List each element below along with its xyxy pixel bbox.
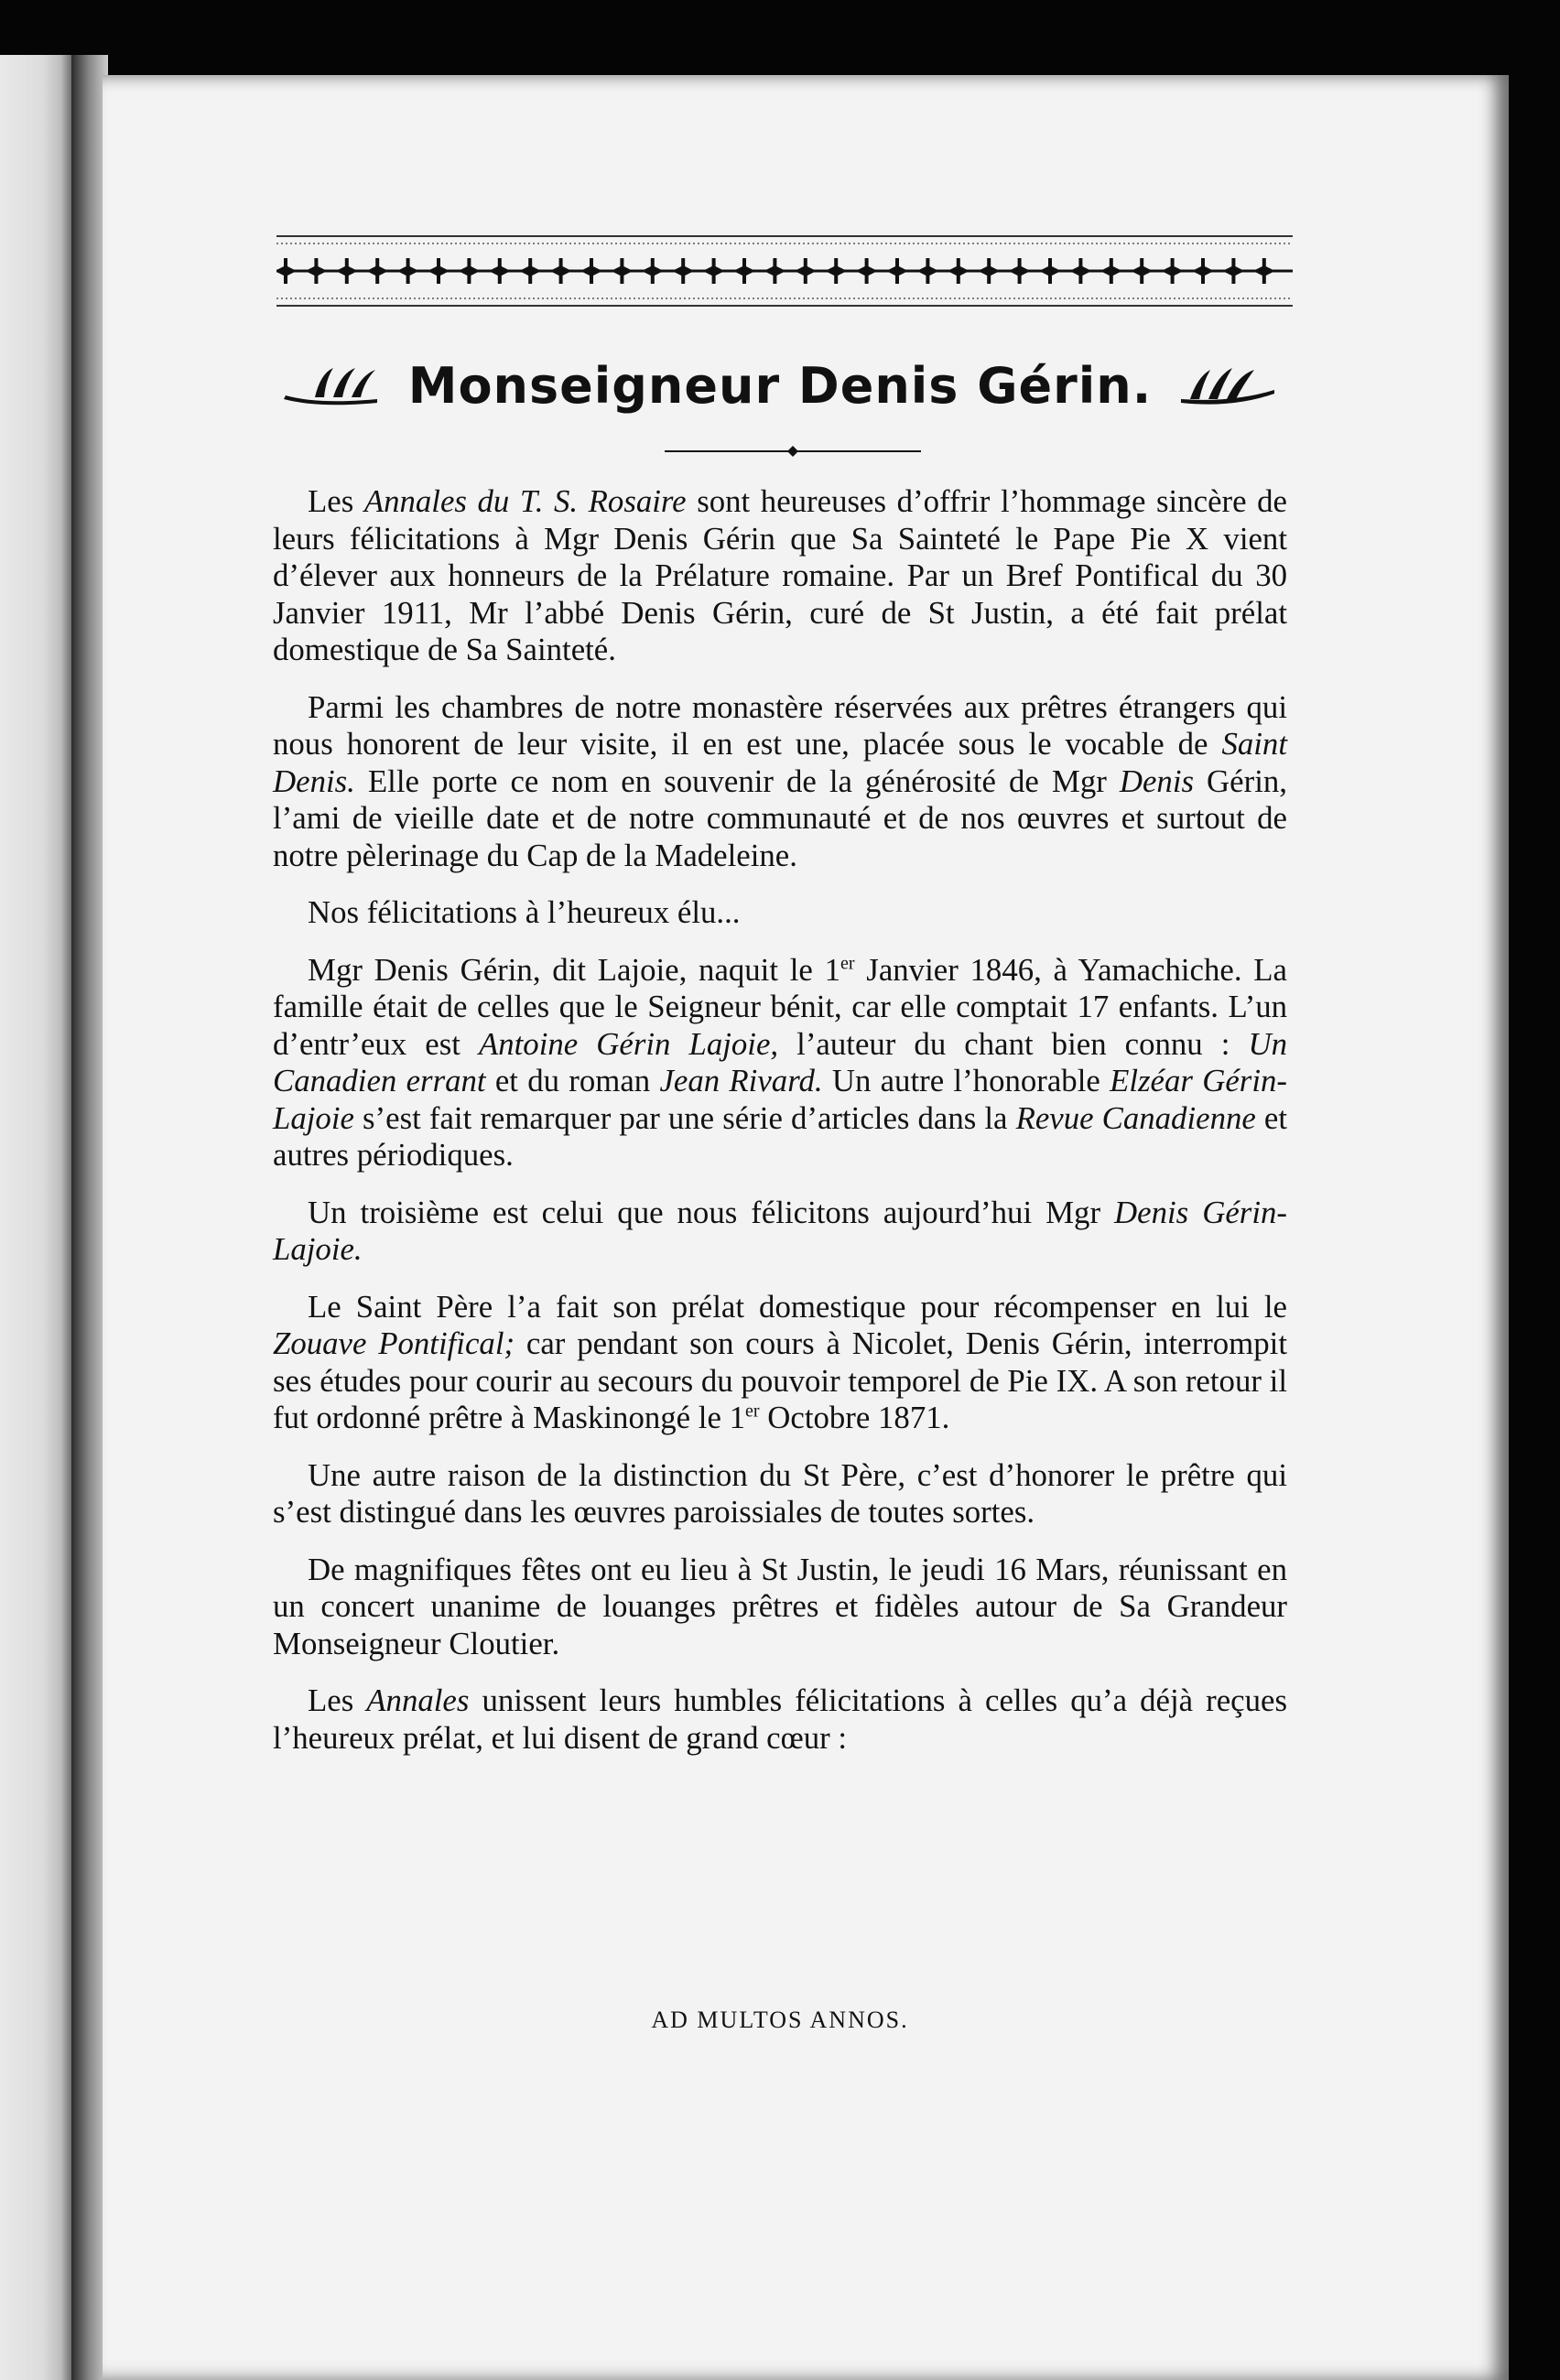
text-segment: Mgr Denis Gérin, dit Lajoie, naquit le 1 — [308, 951, 841, 988]
text-segment: Nos félicitations à l’heureux élu... — [308, 894, 741, 930]
paragraph — [273, 1682, 1287, 1757]
paragraph — [273, 894, 1287, 932]
right-flourish-icon — [1177, 362, 1278, 408]
paragraph — [273, 483, 1287, 669]
italic-text: Jean Rivard. — [659, 1063, 823, 1098]
left-flourish-icon — [282, 362, 383, 408]
italic-text: Denis — [1119, 763, 1195, 799]
italic-text: Saint Denis. — [273, 726, 1287, 799]
paragraph — [273, 1289, 1287, 1437]
text-segment: Les — [308, 1682, 367, 1718]
text-segment: Gérin, l’ami de vieille date et de notre communauté et de nos œuvres et surtout de notre pèlerinage du Cap de la Madeleine. — [273, 763, 1287, 873]
text-segment: Un autre l’honorable — [822, 1063, 1110, 1098]
text-segment: De magnifiques fêtes ont eu lieu à St Justin, le jeudi 16 Mars, réunissant en un concert unanime de louanges prêtres et fidèles autour de Sa Grandeur Monseigneur Cloutier. — [273, 1551, 1287, 1661]
text-segment: et autres périodiques. — [273, 1099, 1288, 1173]
italic-text: Un Canadien errant — [273, 1025, 1287, 1098]
paragraph — [273, 952, 1287, 1174]
paragraph — [273, 1195, 1287, 1269]
text-segment: et du roman — [485, 1063, 660, 1098]
paragraph — [273, 1552, 1287, 1663]
text-segment: Une autre raison de la distinction du St Père, c’est d’honorer le prêtre qui s’est distingué dans les œuvres paroissiales de toutes sortes. — [273, 1456, 1287, 1530]
paragraph — [273, 1457, 1287, 1531]
title-row — [267, 344, 1293, 427]
text-segment: Les — [308, 483, 364, 519]
text-segment: l’auteur du chant bien connu : — [778, 1025, 1249, 1062]
italic-text: Elzéar Gérin-Lajoie — [273, 1063, 1287, 1136]
italic-text: Annales — [366, 1682, 470, 1718]
title-divider — [665, 445, 921, 458]
text-segment: er — [840, 952, 855, 973]
italic-text: Annales du T. S. Rosaire — [363, 483, 687, 519]
text-segment: car pendant son cours à Nicolet, Denis Gérin, interrompit ses études pour courir au secours du pouvoir temporel de Pie IX. A son retour il fut ordonné prêtre à Maskinongé le 1 — [273, 1325, 1287, 1435]
text-segment: sont heureuses d’offrir l’hommage sincère de leurs félicitations à Mgr Denis Gérin que Sa Sainteté le Pape Pie X vient d’élever aux honneurs de la Prélature romaine. Par un Bref Pontifical du 30 Janvier 1911, Mr l’abbé Denis Gérin, curé de St Justin, a été fait prélat domestique de Sa Sainteté. — [273, 483, 1287, 667]
header-ornament — [276, 231, 1293, 319]
italic-text: Revue Canadienne — [1015, 1099, 1256, 1136]
italic-text: Antoine Gérin Lajoie, — [478, 1025, 779, 1062]
text-segment: Un troisième est celui que nous félicitons aujourd’hui Mgr — [308, 1194, 1115, 1230]
text-segment: unissent leurs humbles félicitations à celles qu’a déjà reçues l’heureux prélat, et lui disent de grand cœur : — [273, 1682, 1287, 1756]
italic-text: Denis Gérin-Lajoie. — [273, 1194, 1287, 1267]
text-segment: Elle porte ce nom en souvenir de la générosité de Mgr — [354, 763, 1120, 799]
text-segment: Janvier 1846, à Yamachiche. La famille était de celles que le Seigneur bénit, car elle comptait 17 enfants. L’un d’entr’eux est — [273, 951, 1287, 1062]
text-segment: Parmi les chambres de notre monastère réservées aux prêtres étrangers qui nous honorent de leur visite, il en est une, placée sous le vocable de — [273, 688, 1287, 762]
text-segment: s’est fait remarquer par une série d’articles dans la — [353, 1099, 1016, 1136]
article-body — [273, 483, 1287, 1777]
text-segment: Le Saint Père l’a fait son prélat domestique pour récompenser en lui le — [308, 1288, 1287, 1325]
closing-line: AD MULTOS ANNOS. — [651, 2007, 909, 2033]
text-segment: Octobre 1871. — [759, 1400, 950, 1435]
text-segment: er — [745, 1401, 760, 1422]
italic-text: Zouave Pontifical; — [273, 1325, 515, 1361]
page-title: Monseigneur Denis Gérin. — [407, 356, 1153, 415]
paragraph — [273, 689, 1287, 875]
